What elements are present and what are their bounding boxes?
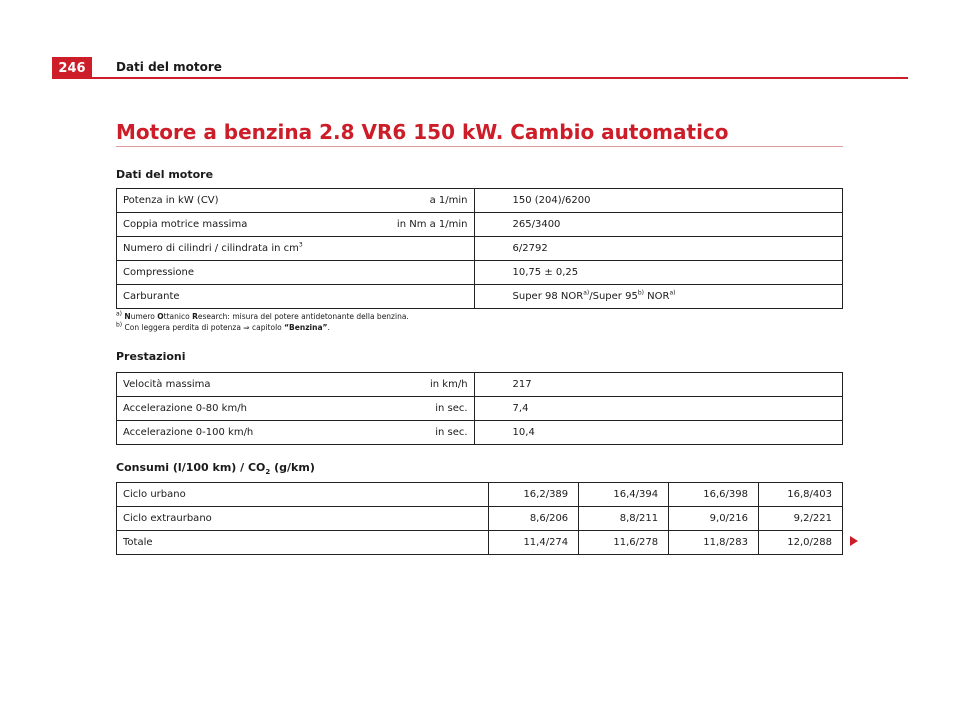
consumption-title-text: Consumi (l/100 km) / CO [116, 461, 266, 474]
superscript: 3 [298, 241, 303, 249]
footnote-bold: R [192, 312, 198, 321]
engine-data-table [116, 188, 843, 309]
footnote-text: Con leggera perdita di potenza ⇒ capitolo [124, 323, 285, 332]
row-label: Velocità massima [117, 373, 373, 397]
footnote-text: ttanico [163, 312, 193, 321]
row-label: Ciclo extraurbano [117, 507, 489, 531]
row-value: 217 [474, 373, 842, 397]
table-row [117, 421, 843, 445]
row-value [474, 285, 842, 309]
row-value: 10,4 [474, 421, 842, 445]
row-unit: in Nm a 1/min [372, 213, 474, 237]
header-rule [52, 77, 908, 79]
footnote-marker: a) [116, 310, 123, 318]
footnote-text: esearch: misura del potere antidetonante della benzina. [197, 312, 409, 321]
table-row [117, 507, 843, 531]
header-title: Dati del motore [116, 60, 222, 74]
consumption-title-text: (g/km) [270, 461, 315, 474]
row-label: Coppia motrice massima [117, 213, 373, 237]
row-label: Accelerazione 0-80 km/h [117, 397, 373, 421]
row-unit [372, 285, 474, 309]
consumption-value: 16,2/389 [489, 483, 579, 507]
footnotes [116, 311, 409, 333]
consumption-value: 9,0/216 [669, 507, 759, 531]
table-row [117, 237, 843, 261]
footnote [116, 311, 409, 322]
consumption-value: 8,6/206 [489, 507, 579, 531]
page-number: 246 [52, 57, 92, 79]
subscript: 2 [265, 468, 271, 477]
table-row [117, 531, 843, 555]
consumption-value: 12,0/288 [759, 531, 843, 555]
table-row [117, 189, 843, 213]
row-label: Carburante [117, 285, 373, 309]
table-row [117, 261, 843, 285]
fuel-value-part: /Super 95 [589, 290, 638, 302]
fuel-value-part: NOR [643, 290, 670, 302]
row-unit [372, 237, 474, 261]
row-value: 150 (204)/6200 [474, 189, 842, 213]
row-label: Totale [117, 531, 489, 555]
row-label: Accelerazione 0-100 km/h [117, 421, 373, 445]
footnote-bold: “Benzina” [284, 323, 328, 332]
consumption-value: 11,8/283 [669, 531, 759, 555]
row-label-text: Numero di cilindri / cilindrata in cm [123, 242, 299, 254]
row-value: 7,4 [474, 397, 842, 421]
row-unit: in km/h [372, 373, 474, 397]
consumption-value: 16,6/398 [669, 483, 759, 507]
continue-arrow-icon [850, 536, 858, 546]
fuel-value-part: Super 98 NOR [512, 290, 584, 302]
row-value: 6/2792 [474, 237, 842, 261]
footnote-ref: a) [669, 289, 676, 297]
performance-table [116, 372, 843, 445]
consumption-value: 11,4/274 [489, 531, 579, 555]
consumption-value: 16,8/403 [759, 483, 843, 507]
table-row [117, 483, 843, 507]
footnote-text: umero [130, 312, 158, 321]
row-label: Ciclo urbano [117, 483, 489, 507]
table-row [117, 213, 843, 237]
row-unit: a 1/min [372, 189, 474, 213]
row-label: Potenza in kW (CV) [117, 189, 373, 213]
title-divider [116, 146, 843, 147]
table-row [117, 397, 843, 421]
row-label [117, 237, 373, 261]
engine-section-title: Dati del motore [116, 168, 214, 181]
row-unit [372, 261, 474, 285]
row-unit: in sec. [372, 397, 474, 421]
row-value: 265/3400 [474, 213, 842, 237]
row-value: 10,75 ± 0,25 [474, 261, 842, 285]
performance-section-title: Prestazioni [116, 350, 186, 363]
row-unit: in sec. [372, 421, 474, 445]
page-title: Motore a benzina 2.8 VR6 150 kW. Cambio automatico [116, 120, 729, 144]
footnote-marker: b) [116, 321, 123, 329]
table-row [117, 373, 843, 397]
consumption-section-title [116, 461, 315, 477]
consumption-table [116, 482, 843, 555]
row-label: Compressione [117, 261, 373, 285]
footnote-ref: a) [583, 289, 590, 297]
footnote-bold: O [157, 312, 164, 321]
consumption-value: 9,2/221 [759, 507, 843, 531]
footnote-bold: N [124, 312, 131, 321]
table-row [117, 285, 843, 309]
footnote-ref: b) [637, 289, 644, 297]
consumption-value: 16,4/394 [579, 483, 669, 507]
footnote [116, 322, 409, 333]
footnote-text: . [327, 323, 330, 332]
consumption-value: 11,6/278 [579, 531, 669, 555]
consumption-value: 8,8/211 [579, 507, 669, 531]
